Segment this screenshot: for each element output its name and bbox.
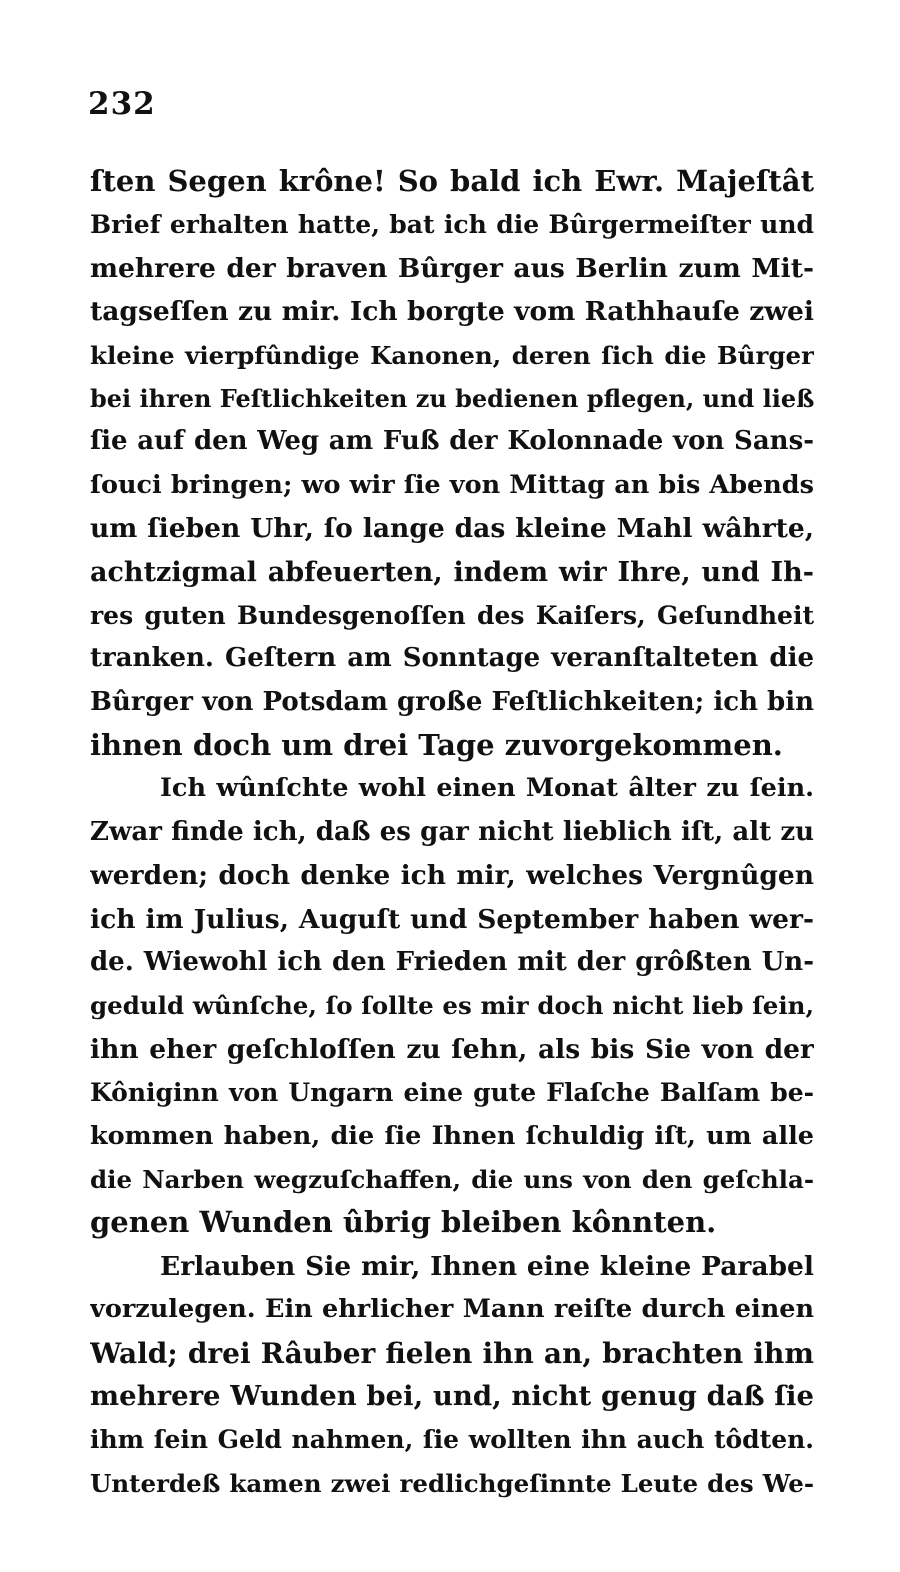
text-line: um ſieben Uhr, ſo lange das kleine Mahl wâhrte, (90, 513, 814, 545)
text-line: geduld wûnſche, ſo ſollte es mir doch nicht lieb ſein, (90, 991, 814, 1021)
text-line: die Narben wegzuſchaffen, die uns von den geſchla- (90, 1164, 814, 1194)
text-line: mehrere der braven Bûrger aus Berlin zum Mit- (90, 252, 814, 284)
text-line: ſouci bringen; wo wir ſie von Mittag an bis Abends (90, 469, 814, 500)
text-line: kommen haben, die ſie Ihnen ſchuldig iſt, um alle (90, 1120, 814, 1151)
text-line: Zwar finde ich, daß es gar nicht lieblich iſt, alt zu (90, 816, 814, 847)
text-line: Bûrger von Potsdam große Feſtlichkeiten; ich bin (90, 686, 814, 717)
text-line: bei ihren Feſtlichkeiten zu bedienen pflegen, und ließ (90, 383, 814, 413)
text-line: genen Wunden ûbrig bleiben kônnten. (90, 1205, 717, 1240)
text-line: ſten Segen krône! So bald ich Ewr. Majeſtât (90, 164, 814, 198)
text-line: tranken. Geſtern am Sonntage veranſtalteten die (90, 643, 814, 674)
body-text (90, 160, 814, 1505)
text-line: ihm ſein Geld nahmen, ſie wollten ihn auch tôdten. (90, 1425, 814, 1455)
page-number: 232 (88, 86, 156, 122)
text-line: Unterdeß kamen zwei redlichgeſinnte Leute des We- (90, 1468, 814, 1498)
text-line: werden; doch denke ich mir, welches Vergnûgen (90, 860, 814, 892)
text-line: Kôniginn von Ungarn eine gute Flaſche Balſam be- (90, 1078, 814, 1108)
text-line: ihnen doch um drei Tage zuvorgekommen. (90, 728, 783, 763)
text-line: Wald; drei Râuber fielen ihn an, brachten ihm (90, 1336, 814, 1370)
text-line: res guten Bundesgenoſſen des Kaiſers, Geſundheit (90, 600, 814, 630)
text-line: tagseſſen zu mir. Ich borgte vom Rathhauſe zwei (90, 296, 814, 328)
text-line: mehrere Wunden bei, und, nicht genug daß ſie (90, 1379, 814, 1412)
text-line: ſie auf den Weg am Fuß der Kolonnade von Sans- (90, 426, 814, 457)
text-line: ich im Julius, Auguſt und September haben wer- (90, 903, 814, 935)
text-line: de. Wiewohl ich den Frieden mit der grôßten Un- (90, 947, 814, 978)
text-line: vorzulegen. Ein ehrlicher Mann reiſte durch einen (90, 1294, 814, 1325)
text-line: Ich wûnſchte wohl einen Monat âlter zu ſein. (160, 773, 814, 804)
text-line: Brief erhalten hatte, bat ich die Bûrgermeiſter und (90, 210, 814, 240)
text-line: Erlauben Sie mir, Ihnen eine kleine Parabel (160, 1250, 814, 1282)
text-line: ihn eher geſchloſſen zu ſehn, als bis Sie von der (90, 1033, 814, 1065)
text-line: kleine vierpfûndige Kanonen, deren ſich die Bûrger (90, 340, 814, 370)
text-line: achtzigmal abfeuerten, indem wir Ihre, und Ih- (90, 556, 814, 588)
